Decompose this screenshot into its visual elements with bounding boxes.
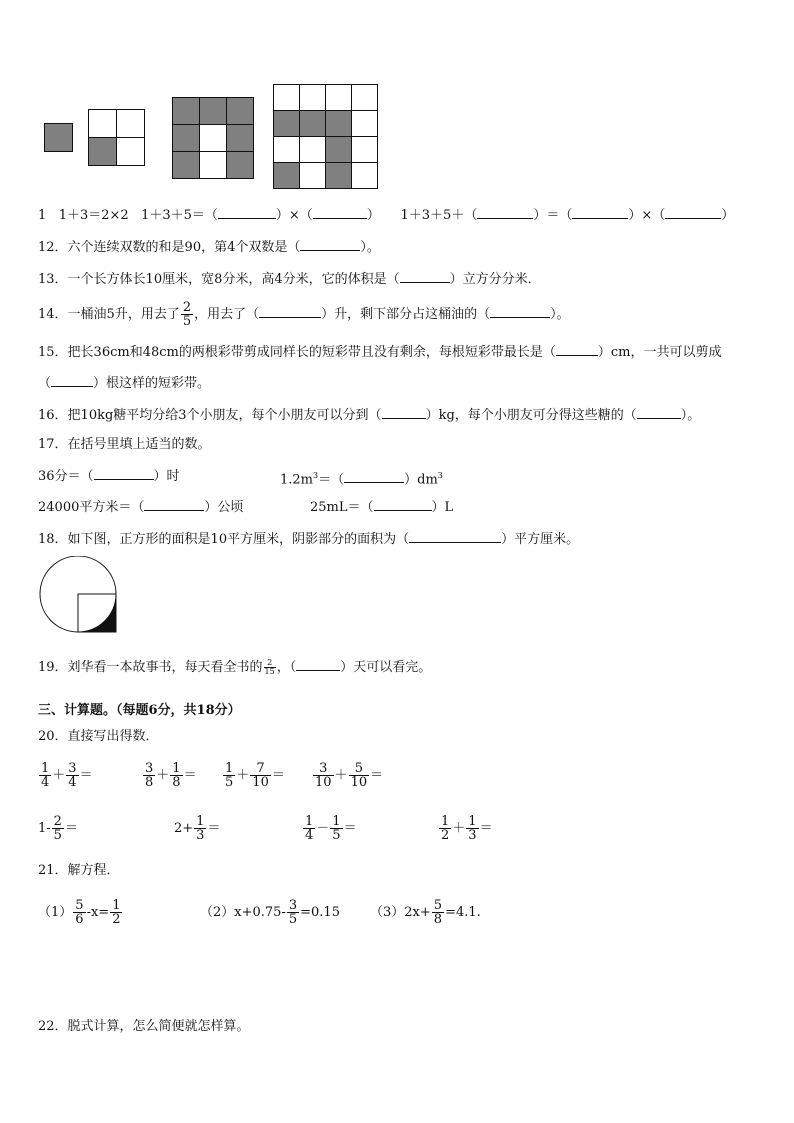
- q13-text: 13．一个长方体长10厘米，宽8分米，高4分米，它的体积是（: [38, 272, 400, 287]
- answer-blank[interactable]: [144, 498, 204, 511]
- q20-expr-7: $\frac{1}{4}$ － $\frac{1}{5}$ ＝: [305, 814, 357, 843]
- q15-text: 15．把长36cm和48cm的两根彩带剪成同样长的短彩带且没有剩余，每根短彩带最长是（: [38, 345, 556, 360]
- question-19: [38, 656, 431, 680]
- q17-b-mid: ＝（: [318, 472, 345, 488]
- q17-b-sup2: 3: [437, 471, 443, 480]
- q19-text2: ，（: [276, 660, 297, 675]
- q14-text3: ）升，剩下部分占这桶油的（: [321, 307, 491, 322]
- q19-text1: 19．刘华看一本故事书，每天看全书的: [38, 660, 263, 675]
- section-3-title: [38, 702, 241, 720]
- q11-close: ）: [366, 208, 380, 223]
- shaded-grid-cell: [227, 98, 254, 125]
- fraction: $\frac{3}{10}$: [315, 761, 332, 790]
- q21-equation-3: （3）2x+ $\frac{5}{8}$ =4.1.: [370, 898, 481, 927]
- question-15-line2: [38, 374, 210, 393]
- grid-cell: [274, 85, 300, 111]
- grid-cell: [352, 111, 378, 137]
- question-18: [38, 530, 579, 549]
- fraction: $\frac{1}{3}$: [196, 814, 205, 843]
- answer-blank[interactable]: [313, 206, 367, 219]
- grid-cell: [326, 85, 352, 111]
- q17-title: 17．在括号里填上适当的数。: [38, 437, 211, 452]
- shaded-grid-cell: [227, 152, 254, 179]
- q22-text: 22．脱式计算，怎么简便就怎样算。: [38, 1019, 250, 1034]
- q21-equation-2: （2）x+0.75- $\frac{3}{5}$ =0.15: [200, 898, 340, 927]
- fraction: $\frac{5}{10}$: [350, 761, 368, 790]
- q20-expr-4: $\frac{3}{10}$ ＋ $\frac{5}{10}$ ＝: [315, 761, 384, 790]
- fraction: $\frac{1}{4}$: [305, 814, 314, 843]
- fraction: $\frac{3}{4}$: [68, 761, 77, 790]
- q19-fraction: $\frac{2}{15}$: [264, 658, 275, 676]
- answer-blank[interactable]: [572, 206, 628, 219]
- q11-eq: ）＝（: [533, 208, 573, 223]
- q17-b-sup: 3: [313, 471, 319, 480]
- q21-equation-1: （1） $\frac{5}{6}$ -x= $\frac{1}{2}$: [38, 898, 121, 927]
- q18-end: ）平方厘米。: [501, 532, 580, 547]
- q11-times: ）×（: [275, 208, 313, 223]
- grid-cell: [300, 85, 326, 111]
- fraction: $\frac{3}{5}$: [288, 898, 298, 927]
- shaded-grid-cell: [227, 125, 254, 152]
- q17-d-post: ）L: [431, 500, 454, 515]
- grid-cell: [274, 137, 300, 163]
- grid-cell: [352, 163, 378, 189]
- shaded-grid-cell: [173, 98, 200, 125]
- grid-cell: [117, 138, 145, 166]
- answer-blank[interactable]: [259, 305, 321, 318]
- fraction: $\frac{7}{10}$: [252, 761, 269, 790]
- shaded-grid-cell: [45, 124, 73, 152]
- fraction: $\frac{1}{4}$: [41, 761, 50, 790]
- figure-grid-2x2: [88, 109, 145, 166]
- answer-blank[interactable]: [477, 206, 533, 219]
- answer-blank[interactable]: [665, 206, 721, 219]
- answer-blank[interactable]: [374, 498, 432, 511]
- fraction: $\frac{1}{5}$: [332, 814, 341, 843]
- question-14: [38, 298, 570, 332]
- q11-prefix: 1: [38, 208, 47, 223]
- q20-expr-5: 1- $\frac{2}{5}$ ＝: [38, 814, 78, 843]
- q21-title: 21．解方程．: [38, 863, 120, 878]
- q20-expr-3: $\frac{1}{5}$ ＋ $\frac{7}{10}$ ＝: [225, 761, 285, 790]
- answer-blank[interactable]: [556, 343, 598, 356]
- q12-text: 12．六个连续双数的和是90，第4个双数是（: [38, 240, 301, 255]
- fraction: $\frac{2}{5}$: [53, 814, 62, 843]
- q17-c-pre: 24000平方米＝（: [38, 500, 145, 515]
- q20-expr-1: $\frac{1}{4}$ ＋ $\frac{3}{4}$ ＝: [41, 761, 93, 790]
- shaded-grid-cell: [274, 163, 300, 189]
- answer-blank[interactable]: [300, 238, 360, 251]
- grid-cell: [352, 85, 378, 111]
- answer-blank[interactable]: [296, 658, 340, 671]
- q16-text1: 16．把10kg糖平均分给3个小朋友，每个小朋友可以分到（: [38, 408, 382, 423]
- shaded-grid-cell: [326, 163, 352, 189]
- q18-text: 18．如下图，正方形的面积是10平方厘米，阴影部分的面积为（: [38, 532, 410, 547]
- q17-a-post: ）时: [153, 469, 180, 484]
- fraction: $\frac{1}{2}$: [112, 898, 121, 927]
- q12-end: ）。: [360, 240, 380, 255]
- answer-blank[interactable]: [218, 206, 276, 219]
- q11-times: ）×（: [628, 208, 666, 223]
- q16-end: ）。: [680, 408, 701, 423]
- shaded-grid-cell: [200, 98, 227, 125]
- circle-square-figure: [38, 556, 120, 636]
- q20-expr-6: 2+ $\frac{1}{3}$ ＝: [174, 814, 221, 843]
- q20-expr-2: $\frac{3}{8}$ ＋ $\frac{1}{8}$ ＝: [145, 761, 197, 790]
- answer-blank[interactable]: [382, 406, 426, 419]
- q17-a-pre: 36分＝（: [38, 469, 94, 484]
- q11-part2: 1＋3＋5＝（: [141, 208, 218, 223]
- question-12: [38, 238, 380, 257]
- answer-blank[interactable]: [490, 305, 550, 318]
- q15-mid: ）cm，一共可以剪成: [597, 345, 722, 360]
- grid-cell: [200, 125, 227, 152]
- q15-open: （: [38, 376, 52, 391]
- q17-b-pre: 1.2m: [280, 472, 314, 488]
- answer-blank[interactable]: [637, 406, 681, 419]
- section-title: 三、计算题。（每题6分，共18分）: [38, 703, 241, 718]
- q11-part3: 1＋3＋5＋（: [400, 208, 478, 223]
- question-16: [38, 406, 700, 425]
- shaded-grid-cell: [89, 138, 117, 166]
- q11-close: ）: [721, 208, 735, 223]
- q11-part1: 1＋3＝2×2: [58, 208, 129, 223]
- question-17-b: [280, 467, 443, 489]
- q17-b-post: ）dm: [404, 472, 438, 488]
- question-17-title: [38, 436, 211, 454]
- answer-blank[interactable]: [51, 374, 93, 387]
- q14-text1: 14．一桶油5升，用去了: [38, 307, 180, 322]
- question-17-a: [38, 467, 180, 486]
- shaded-grid-cell: [274, 111, 300, 137]
- shaded-grid-cell: [326, 137, 352, 163]
- grid-cell: [200, 152, 227, 179]
- q13-end: ）立方分分米．: [449, 272, 541, 287]
- question-11: [38, 206, 734, 225]
- question-20-title: [38, 728, 159, 746]
- figure-grid-3x3: [172, 97, 254, 179]
- q15-end: ）根这样的短彩带。: [93, 376, 211, 391]
- fraction: $\frac{1}{8}$: [172, 761, 181, 790]
- question-15-line1: [38, 343, 721, 362]
- figure-grid-4x4: [273, 84, 378, 189]
- q17-d-pre: 25mL＝（: [310, 500, 374, 515]
- fraction: $\frac{1}{3}$: [468, 814, 477, 843]
- q16-text2: ）kg，每个小朋友可分得这些糖的（: [425, 408, 637, 423]
- question-13: [38, 270, 541, 289]
- grid-cell: [300, 163, 326, 189]
- grid-cell: [352, 137, 378, 163]
- q17-c-post: ）公顷: [204, 500, 244, 515]
- figure-grid-1x1: [44, 123, 73, 152]
- grid-cell: [117, 110, 145, 138]
- fraction: $\frac{3}{8}$: [145, 761, 154, 790]
- q14-fraction: $\frac{2}{5}$: [182, 300, 192, 329]
- q19-end: ）天可以看完。: [340, 660, 432, 675]
- q14-end: ）。: [550, 307, 570, 322]
- question-17-c: [38, 498, 243, 517]
- q20-title: 20．直接写出得数．: [38, 729, 159, 744]
- question-22: [38, 1018, 250, 1036]
- fraction: $\frac{5}{6}$: [75, 898, 84, 927]
- q20-expr-8: $\frac{1}{2}$ ＋ $\frac{1}{3}$ ＝: [441, 814, 493, 843]
- grid-cell: [300, 137, 326, 163]
- shaded-grid-cell: [173, 152, 200, 179]
- answer-blank[interactable]: [94, 467, 154, 480]
- question-17-d: [310, 498, 453, 517]
- q14-text2: ，用去了（: [194, 307, 260, 322]
- answer-blank[interactable]: [409, 530, 501, 543]
- shaded-grid-cell: [300, 111, 326, 137]
- fraction: $\frac{1}{2}$: [441, 814, 450, 843]
- fraction: $\frac{5}{8}$: [433, 898, 443, 927]
- answer-blank[interactable]: [400, 270, 450, 283]
- answer-blank[interactable]: [344, 470, 404, 483]
- shaded-grid-cell: [326, 111, 352, 137]
- shaded-grid-cell: [173, 125, 200, 152]
- grid-cell: [89, 110, 117, 138]
- question-21-title: [38, 862, 120, 880]
- fraction: $\frac{1}{5}$: [225, 761, 234, 790]
